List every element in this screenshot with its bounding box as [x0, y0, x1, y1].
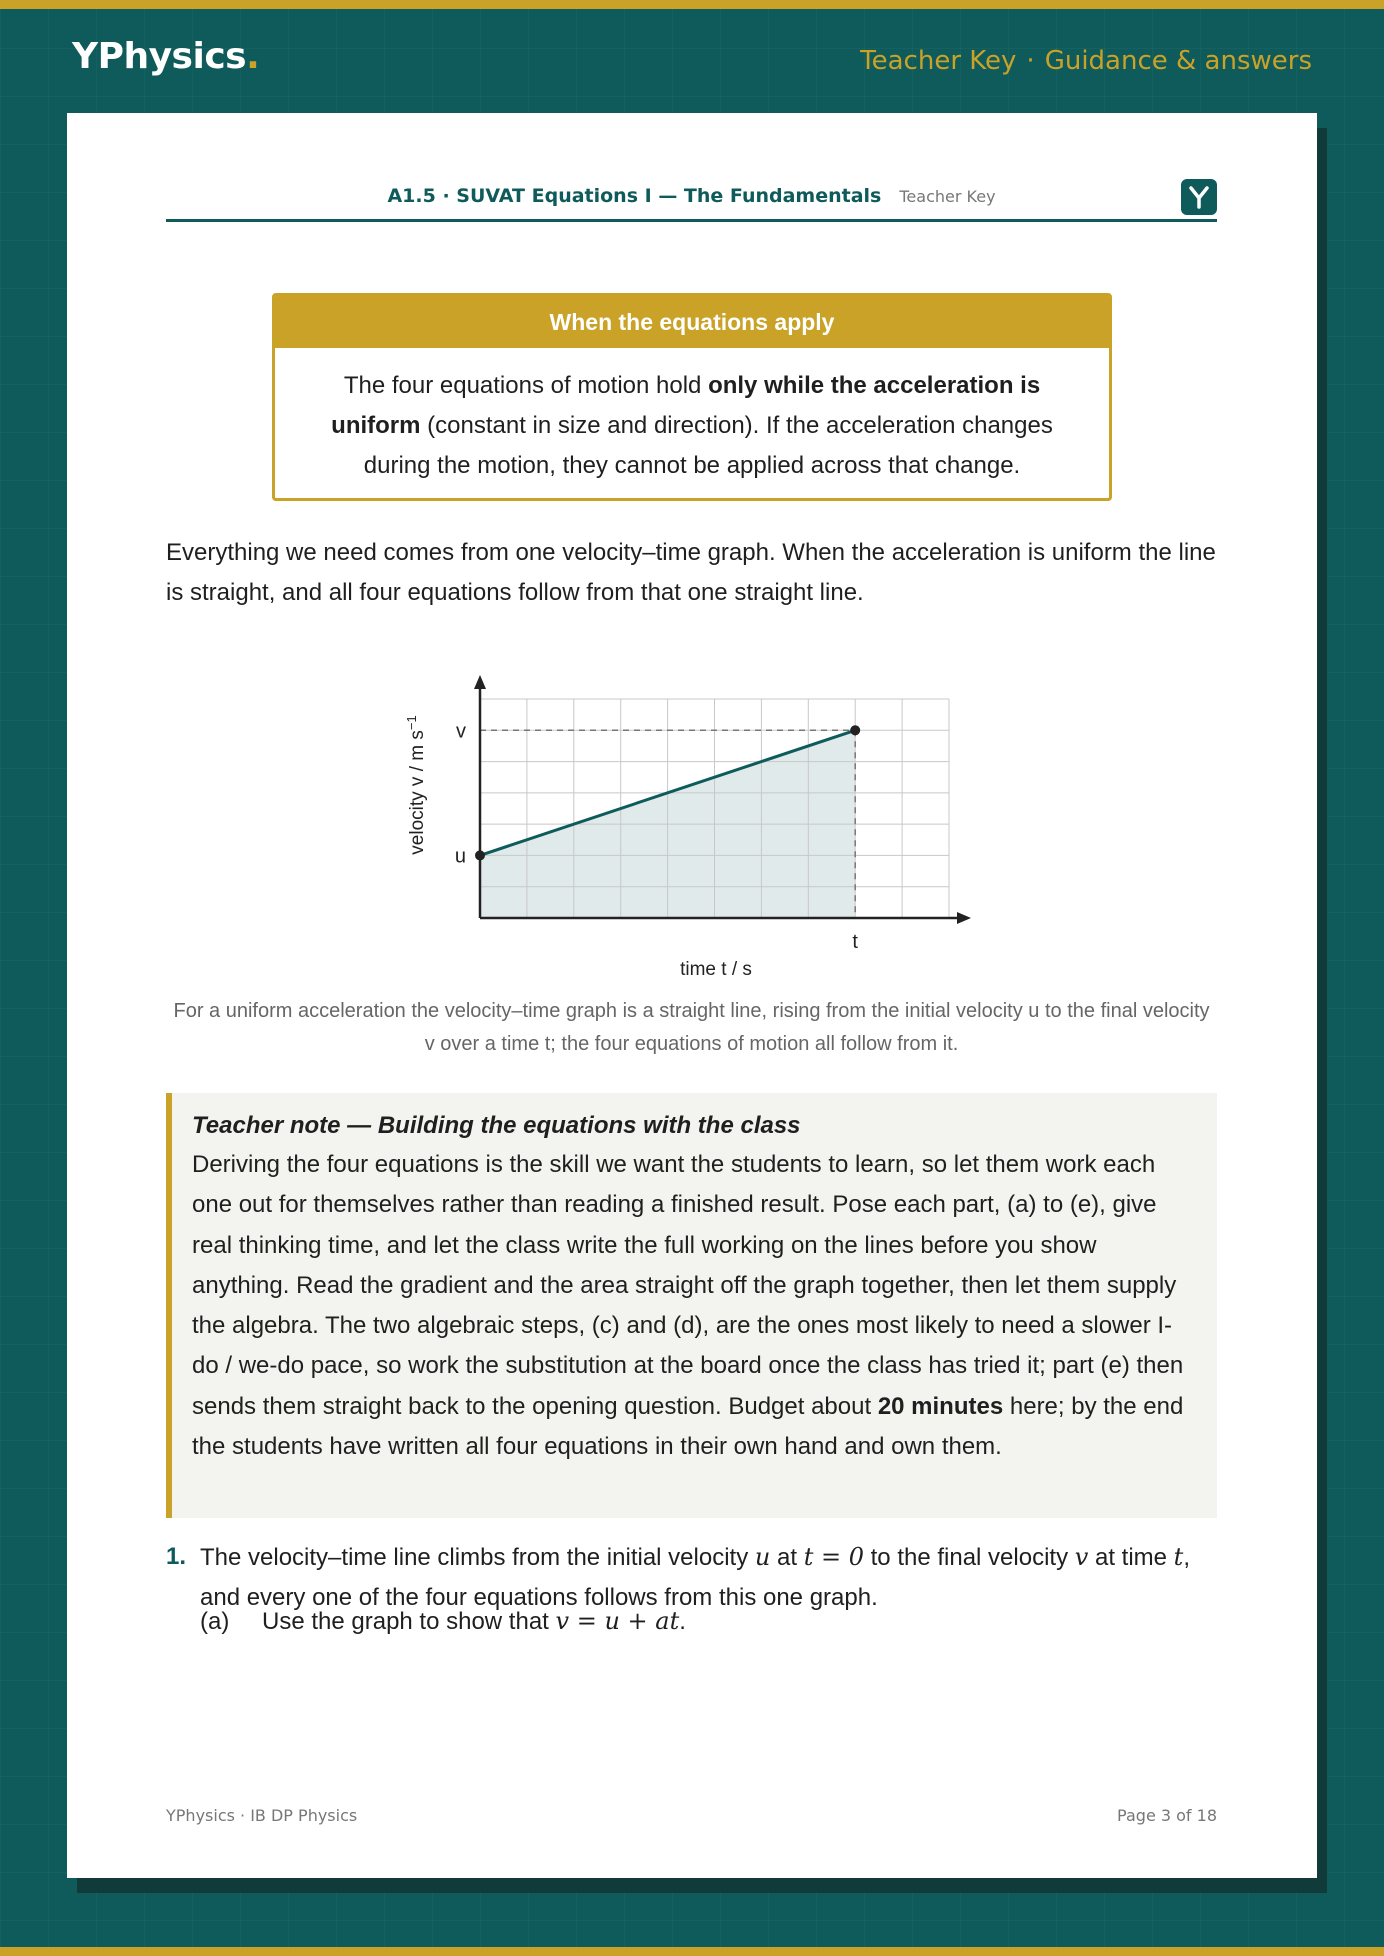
question-1 — [166, 1537, 1220, 1635]
brand-dot: . — [246, 36, 260, 77]
math-v-equals-u-plus-at: v = u + at — [555, 1607, 680, 1635]
page-number: Page 3 of 18 — [1117, 1806, 1217, 1825]
brand-logo — [72, 36, 259, 77]
math-t-equals-0: t = 0 — [803, 1543, 864, 1571]
top-accent-band — [0, 0, 1384, 9]
callout-text: The four equations of motion hold — [343, 372, 709, 399]
brand-name: YPhysics — [72, 36, 247, 77]
question-part-a — [200, 1601, 686, 1642]
page-footer — [166, 1806, 1217, 1825]
part-text: Use the graph to show that — [262, 1608, 556, 1635]
stem-text: , and every one of the four equations follows from this one graph. — [200, 1544, 1190, 1611]
teacher-note-text-end: here; by the end the students have written all four equations in their own hand and own them. — [192, 1392, 1184, 1461]
y-tick-label-u: u — [454, 845, 466, 868]
y-axis-label: velocity v / m $s^{-1}$ — [404, 715, 428, 855]
header-label-guidance: Guidance & answers — [1044, 46, 1312, 76]
y-axis-arrow-icon — [474, 675, 486, 689]
part-text-end: . — [679, 1608, 686, 1635]
teacher-note-budget: 20 minutes — [877, 1392, 1004, 1420]
x-axis-label: time t / s — [680, 959, 752, 980]
footer-source: YPhysics · IB DP Physics — [166, 1806, 358, 1825]
teacher-note-title: Teacher note — Building the equations with the class — [192, 1112, 801, 1139]
data-point-start — [475, 850, 485, 860]
callout-title: When the equations apply — [275, 296, 1109, 348]
y-tick-label-v: v — [456, 720, 466, 743]
header-label-separator: · — [1026, 46, 1035, 76]
y-axis-label-superscript: −1 — [404, 715, 419, 731]
header-label — [860, 46, 1312, 76]
part-label: (a) — [200, 1608, 230, 1635]
stem-text: The velocity–time line climbs from the initial velocity — [200, 1544, 755, 1571]
figure-caption: For a uniform acceleration the velocity–time graph is a straight line, rising from the initial velocity u to the final velocity v over a time t; the four equations of motion all follow from it. — [173, 1000, 1210, 1055]
stem-text: at — [770, 1544, 804, 1571]
running-header-subtitle: Teacher Key — [899, 187, 996, 206]
question-number: 1. — [166, 1543, 187, 1570]
header-label-teacher-key: Teacher Key — [860, 46, 1017, 76]
stem-text: at time — [1088, 1544, 1174, 1571]
math-u: u — [754, 1543, 771, 1571]
velocity-time-graph — [67, 113, 1317, 1013]
teacher-note-text: Deriving the four equations is the skill we want the students to learn, so let them work each one out for themselves rather than reading a finished result. Pose each part, (a) to (e), give real thinking time, and let the class write the full working on the lines before you show anything. Read the gradient and the area straight off the graph together, then let them supply the algebra. The two algebraic steps, (c) and (d), are the ones most likely to need a slower I-do / we-do pace, so work the substitution at the board once the class has tried it; part (e) then sends them straight back to the opening question. Budget about — [192, 1151, 1184, 1420]
x-axis-arrow-icon — [957, 912, 971, 924]
running-header-title: A1.5 · SUVAT Equations I — The Fundamentals — [387, 185, 882, 207]
callout-text-end: (constant in size and direction). If the acceleration changes during the motion, they cannot be applied across that change. — [363, 412, 1053, 479]
teacher-note — [166, 1093, 1217, 1518]
teacher-note-body — [192, 1145, 1197, 1467]
data-point-end — [850, 725, 860, 735]
callout-text-bold: only while the acceleration is uniform — [331, 372, 1041, 439]
intro-paragraph: Everything we need comes from one velocity–time graph. When the acceleration is uniform the line is straight, and all four equations follow from that one straight line. — [166, 539, 1216, 606]
stem-text: to the final velocity — [863, 1544, 1075, 1571]
bottom-accent-band — [0, 1947, 1384, 1956]
math-t: t — [1173, 1543, 1184, 1571]
document-page — [67, 113, 1317, 1878]
math-v: v — [1074, 1543, 1089, 1571]
x-tick-label-t: t — [852, 931, 858, 953]
